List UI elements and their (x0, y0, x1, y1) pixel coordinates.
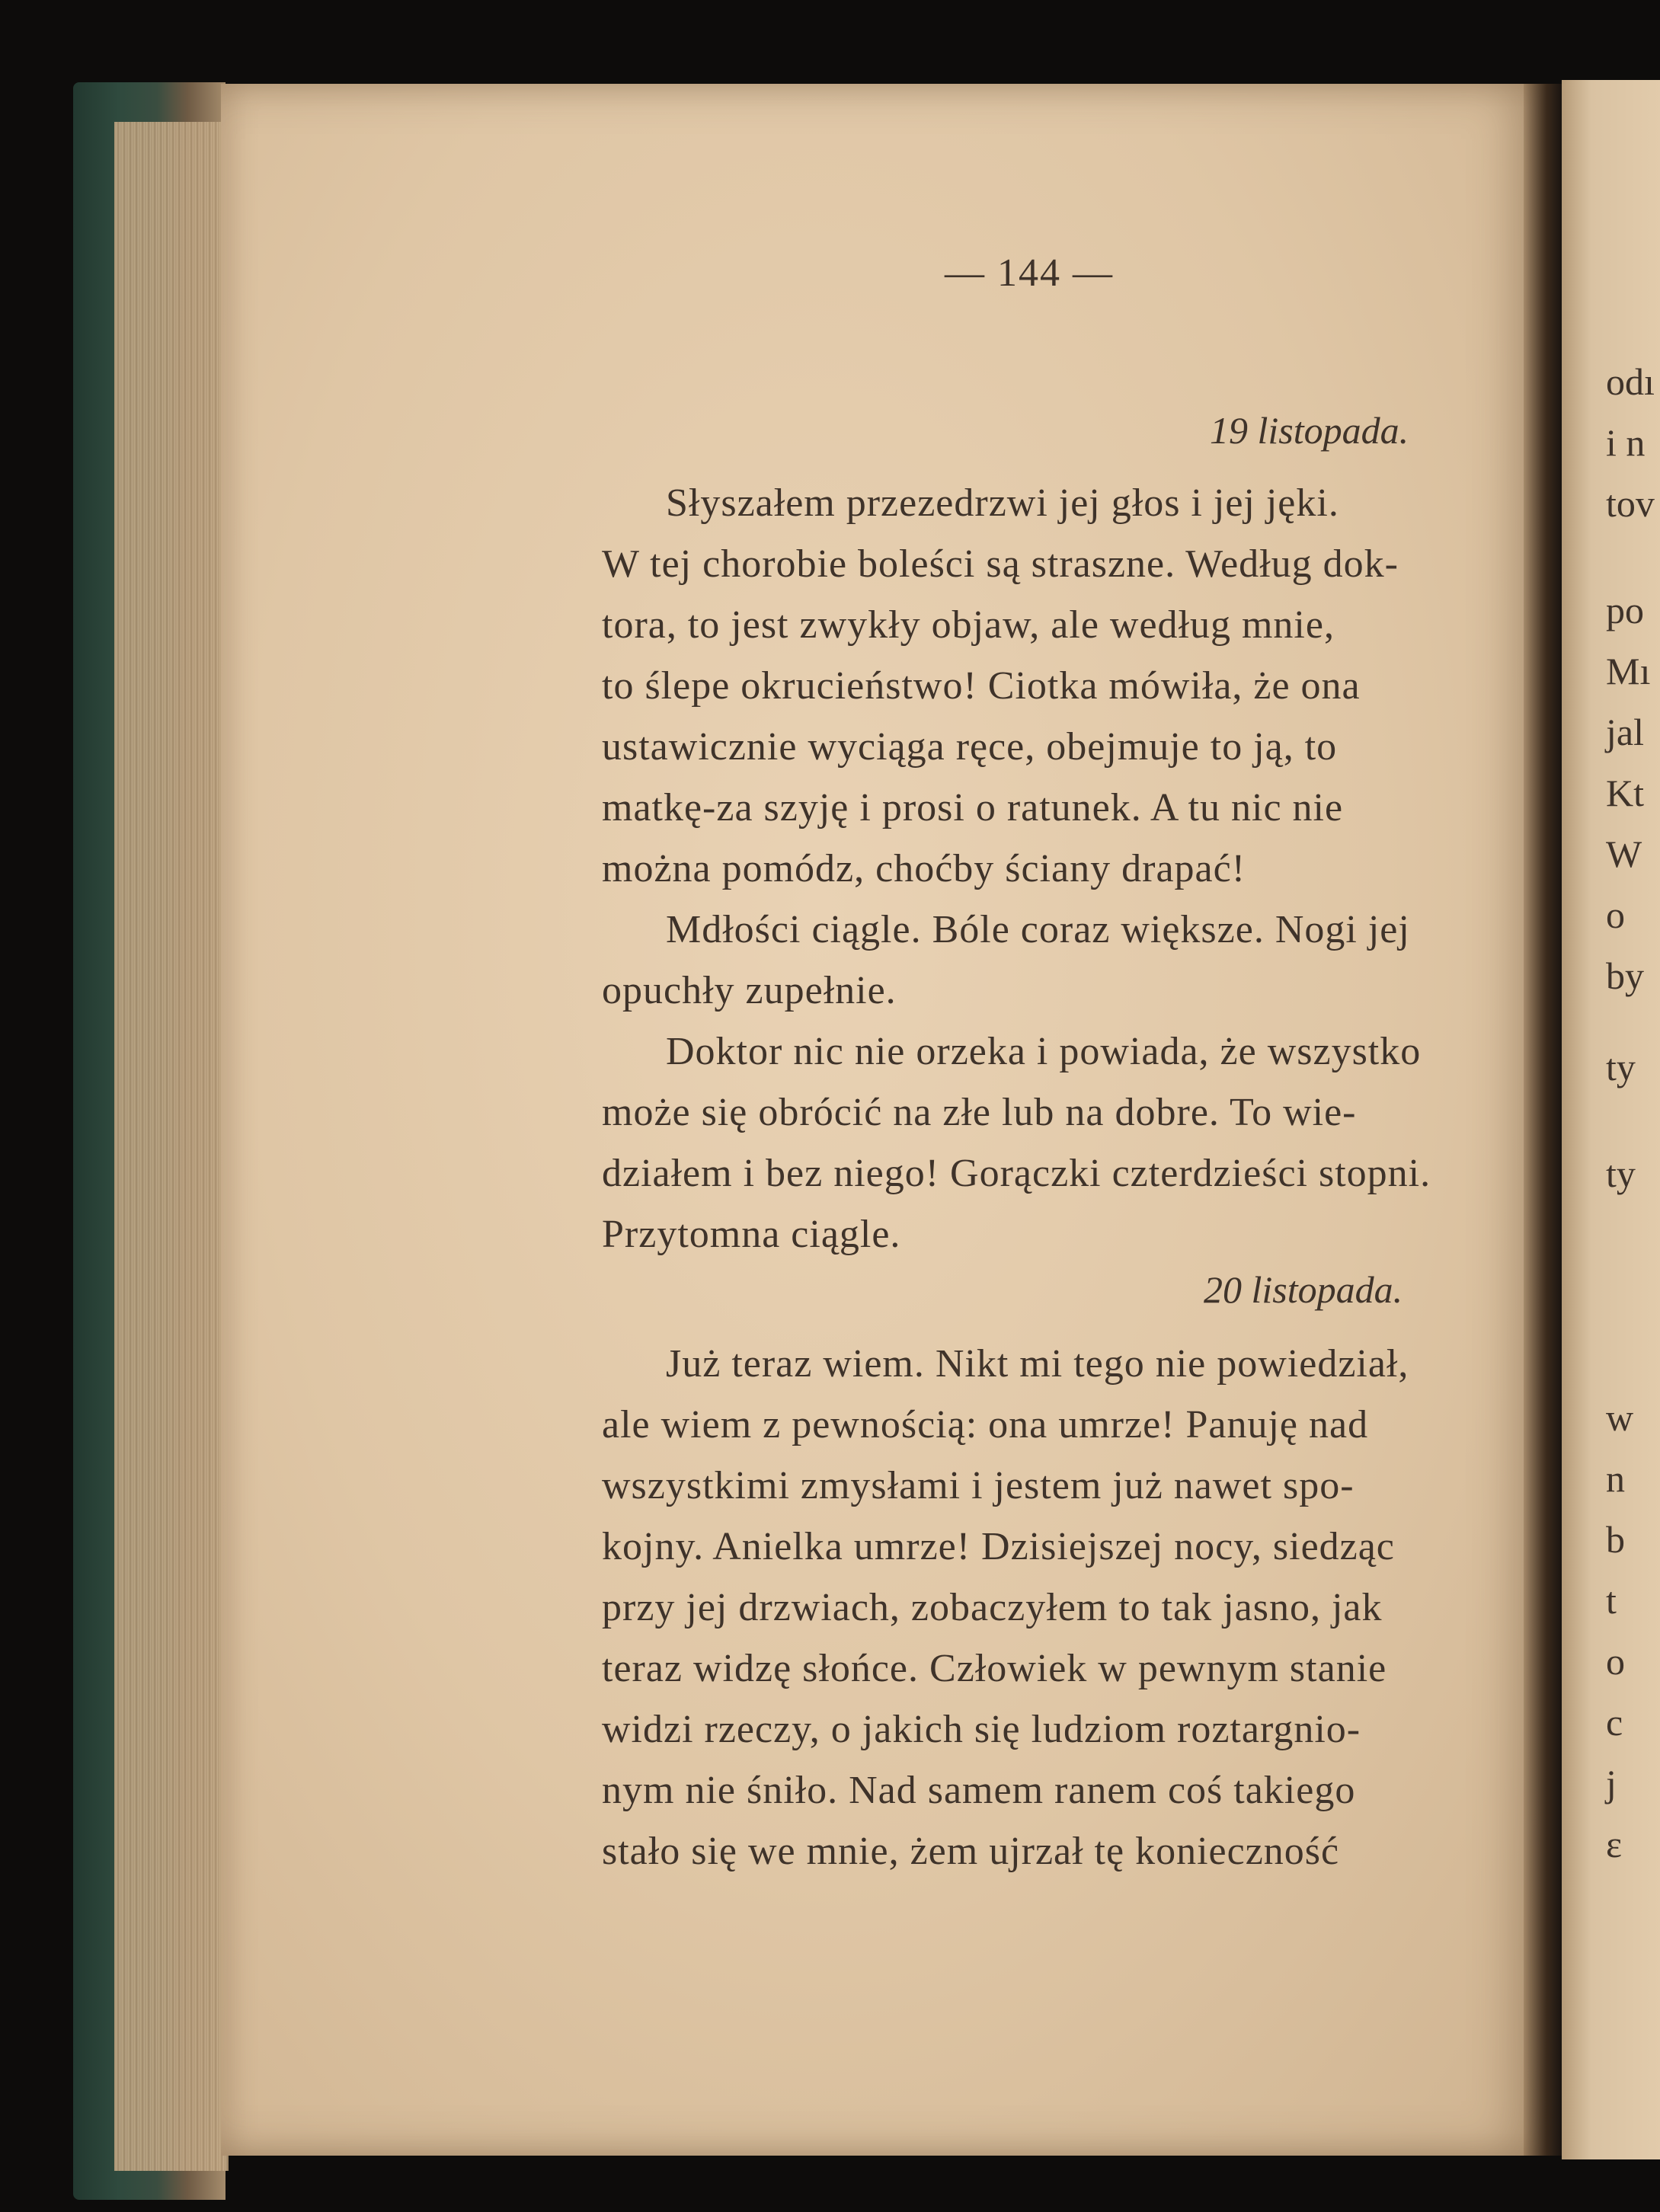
page-number: — 144 — (945, 251, 1114, 295)
facing-page-fragment: w (1606, 1396, 1634, 1439)
text-line: wszystkimi zmysłami i jestem już nawet spo- (602, 1464, 1355, 1507)
book-gutter (1524, 84, 1562, 2156)
text-line: można pomódz, choćby ściany drapać! (602, 847, 1246, 890)
facing-page-fragment: o (1606, 893, 1625, 936)
text-line: może się obrócić na złe lub na dobre. To wie- (602, 1091, 1357, 1134)
text-line: działem i bez niego! Gorączki czterdzieści stopni. (602, 1152, 1431, 1195)
facing-page-fragment: b (1606, 1518, 1625, 1561)
facing-page-fragment: c (1606, 1701, 1623, 1744)
facing-page-fragment: Mı (1606, 650, 1651, 692)
facing-page-fragment: t (1606, 1579, 1617, 1622)
facing-page-fragment: n (1606, 1457, 1625, 1500)
facing-page-fragment: odı (1606, 360, 1655, 403)
text-line: ustawicznie wyciąga ręce, obejmuje to ją, to (602, 725, 1338, 769)
text-line: Słyszałem przezedrzwi jej głos i jej jęki. (666, 481, 1339, 525)
page-stack-edges (114, 122, 229, 2171)
text-line: W tej chorobie boleści są straszne. Według dok- (602, 542, 1399, 586)
entry-date: 20 listopada. (1204, 1268, 1403, 1311)
facing-page-fragment: i n (1606, 421, 1646, 464)
text-line: to ślepe okrucieństwo! Ciotka mówiła, że ona (602, 664, 1361, 708)
text-line: matkę-za szyję i prosi o ratunek. A tu nic nie (602, 786, 1344, 830)
text-line: Już teraz wiem. Nikt mi tego nie powiedział, (666, 1342, 1409, 1386)
text-line: ale wiem z pewnością: ona umrze! Panuję nad (602, 1403, 1369, 1446)
text-line: przy jej drzwiach, zobaczyłem to tak jasno, jak (602, 1586, 1383, 1629)
entry-date: 19 listopada. (1210, 409, 1409, 452)
text-line: nym nie śniło. Nad samem ranem coś takiego (602, 1769, 1356, 1812)
facing-page-fragment: tov (1606, 482, 1655, 525)
text-line: teraz widzę słońce. Człowiek w pewnym stanie (602, 1647, 1387, 1690)
facing-page-fragment: Kt (1606, 772, 1644, 814)
text-line: Przytomna ciągle. (602, 1213, 901, 1256)
facing-page-fragment: jal (1606, 711, 1644, 753)
facing-page-fragment: ty (1606, 1152, 1636, 1195)
text-line: kojny. Anielka umrze! Dzisiejszej nocy, siedząc (602, 1525, 1395, 1568)
facing-page-fragment: W (1606, 833, 1642, 875)
text-line: tora, to jest zwykły objaw, ale według mnie, (602, 603, 1335, 647)
facing-page-fragment: ty (1606, 1046, 1636, 1088)
text-line: opuchły zupełnie. (602, 969, 897, 1012)
text-line: stało się we mnie, żem ujrzał tę konieczność (602, 1830, 1340, 1873)
facing-page-fragment: o (1606, 1640, 1625, 1683)
facing-page-fragment: po (1606, 589, 1644, 631)
facing-page-fragment: j (1606, 1762, 1617, 1804)
facing-page-fragment: ε (1606, 1823, 1622, 1865)
facing-page-fragment: by (1606, 954, 1644, 997)
text-line: Doktor nic nie orzeka i powiada, że wszystko (666, 1030, 1422, 1073)
text-line: widzi rzeczy, o jakich się ludziom roztargnio- (602, 1708, 1361, 1751)
text-line: Mdłości ciągle. Bóle coraz większe. Nogi jej (666, 908, 1410, 951)
